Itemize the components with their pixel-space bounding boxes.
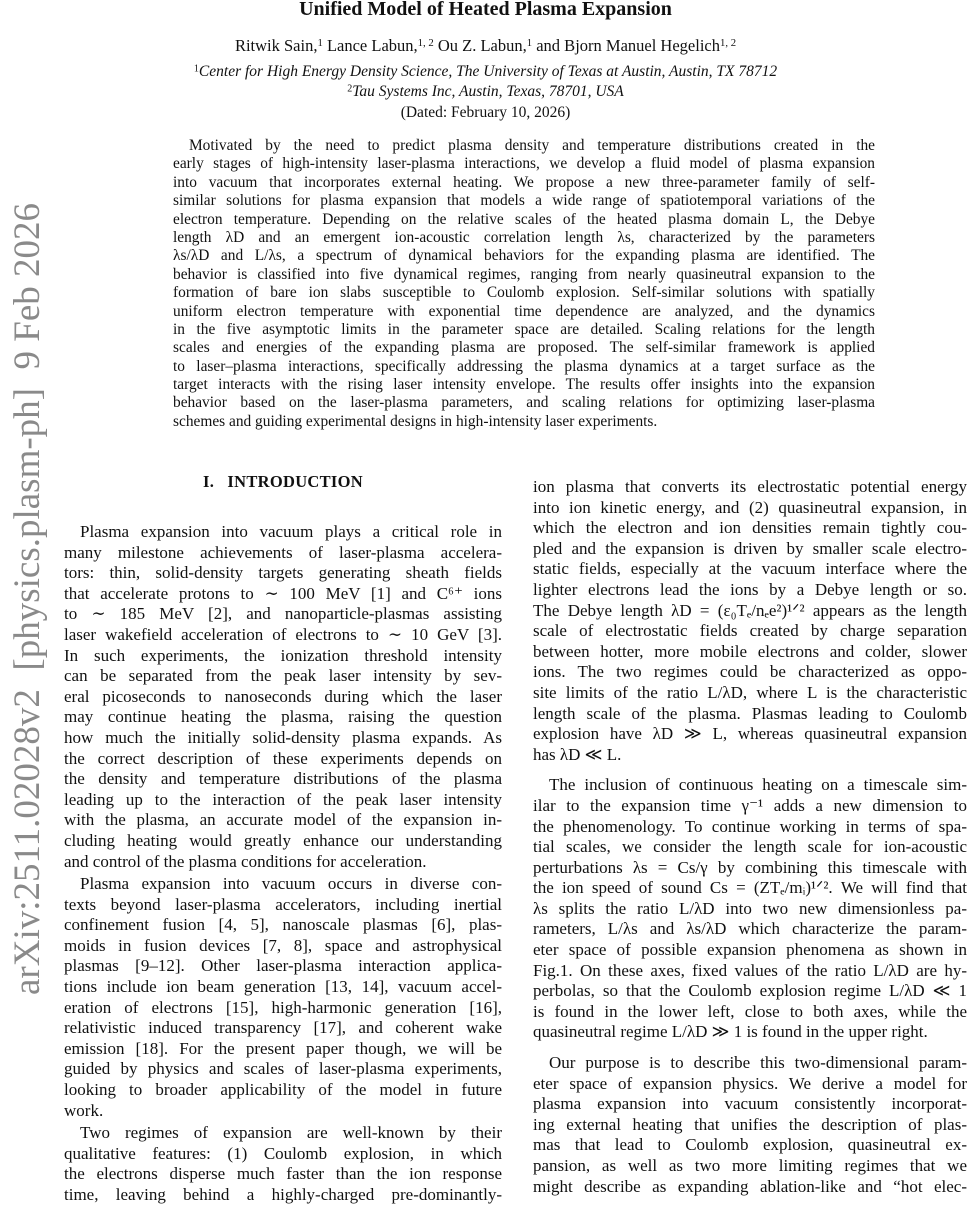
text-line: scale of electrostatic fields created by charge separation bbox=[533, 621, 967, 641]
text-line: length scale of the plasma. Plasmas leading to Coulomb bbox=[533, 703, 967, 723]
text-line: plasma expansion into vacuum consistently incorporat- bbox=[533, 1094, 967, 1114]
text-line: eter space of expansion physics. We derive a model for bbox=[533, 1073, 967, 1093]
text-line: lighter electrons lead the ions by a Debye length or so. bbox=[533, 579, 967, 599]
text-line: ilar to the expansion time γ⁻¹ adds a new dimension to bbox=[533, 795, 967, 815]
text-line: static fields, especially at the vacuum interface where the bbox=[533, 559, 967, 579]
text-line: The Debye length λD = (ε₀Tₑ/nₑe²)¹ᐟ² appears as the length bbox=[533, 600, 967, 620]
text-line: λs splits the ratio L/λD into two new dimensionless pa- bbox=[533, 898, 967, 918]
arxiv-identifier-stamp: arXiv:2511.02028v2 [physics.plasm-ph] 9 Feb 2026 bbox=[7, 203, 48, 995]
text-line: electron temperature. Depending on the relative scales of the heated plasma domain L, the Debye bbox=[173, 210, 875, 228]
paragraph bbox=[533, 477, 967, 765]
text-line: the density and temperature distributions of the plasma bbox=[64, 769, 502, 789]
text-line: plasmas [9–12]. Other laser-plasma interaction applica- bbox=[64, 956, 502, 976]
text-line: Two regimes of expansion are well-known by their bbox=[80, 1123, 502, 1143]
author-list bbox=[0, 36, 971, 56]
text-line: laser wakefield acceleration of electrons to ∼ 10 GeV [3]. bbox=[64, 624, 502, 644]
text-line: has λD ≪ L. bbox=[533, 744, 622, 764]
text-line: emission [18]. For the present paper though, we will be bbox=[64, 1038, 502, 1058]
right-column bbox=[533, 477, 967, 1207]
affiliation: $^2$Tau Systems Inc, Austin, Texas, 78701, USA bbox=[347, 83, 624, 100]
text-line: eration of electrons [15], high-harmonic generation [16], bbox=[64, 997, 502, 1017]
text-line: can be separated from the peak laser intensity by sev- bbox=[64, 666, 502, 686]
text-line: The inclusion of continuous heating on a timescale sim- bbox=[549, 775, 967, 795]
text-line: into ion kinetic energy, and (2) quasineutral expansion, in bbox=[533, 497, 967, 517]
text-line: is found in the lower left, close to both axes, while the bbox=[533, 1001, 967, 1021]
paragraph bbox=[533, 775, 967, 1043]
text-line: λs/λD and L/λs, a spectrum of dynamical behaviors for the expanding plasma are identified. The bbox=[173, 247, 875, 265]
abstract bbox=[173, 137, 875, 433]
text-line: early stages of high-intensity laser-plasma interactions, we develop a fluid model of plasma expansion bbox=[173, 155, 875, 173]
text-line: Motivated by the need to predict plasma density and temperature distributions created in the bbox=[189, 137, 875, 154]
text-line: uniform electron temperature with exponential time dependence are analyzed, and the dynamics bbox=[173, 302, 875, 320]
text-line: time, leaving behind a highly-charged pre-dominantly- bbox=[64, 1185, 502, 1204]
left-column bbox=[64, 522, 502, 1208]
text-line: In such experiments, the ionization threshold intensity bbox=[64, 645, 502, 665]
text-line: tors: thin, solid-density targets generating sheath fields bbox=[64, 563, 502, 583]
text-line: tial scales, we consider the length scale for ion-acoustic bbox=[533, 837, 967, 857]
paragraph bbox=[64, 874, 502, 1121]
text-line: in the five asymptotic limits in the parameter space are detailed. Scaling relations for the length bbox=[173, 320, 875, 338]
text-line: eral picoseconds to nanoseconds during which the laser bbox=[64, 686, 502, 706]
text-line: mas that lead to Coulomb explosion, quasineutral ex- bbox=[533, 1135, 967, 1155]
text-line: may continue heating the plasma, raising the question bbox=[64, 707, 502, 727]
text-line: site limits of the ratio L/λD, where L is the characteristic bbox=[533, 682, 967, 702]
paragraph bbox=[173, 137, 875, 431]
text-line: pansion, as well as two more limiting regimes that we bbox=[533, 1156, 967, 1175]
text-line: perturbations λs = Cs/γ by combining this timescale with bbox=[533, 857, 967, 877]
paragraph bbox=[64, 1123, 502, 1205]
text-line: perbolas, so that the Coulomb explosion regime L/λD ≪ 1 bbox=[533, 981, 967, 1001]
text-line: leading up to the interaction of the peak laser intensity bbox=[64, 789, 502, 809]
text-line: with the plasma, an accurate model of the expansion in- bbox=[64, 810, 502, 830]
paper-title: Unified Model of Heated Plasma Expansion bbox=[299, 0, 672, 20]
text-line: ion plasma that converts its electrostatic potential energy bbox=[533, 477, 967, 496]
text-line: pled and the expansion is driven by smaller scale electro- bbox=[533, 538, 967, 558]
author: and Bjorn Manuel Hegelich$^{1, 2}$ bbox=[536, 36, 737, 55]
text-line: rameters, L/λs and λs/λD which characterize the param- bbox=[533, 919, 967, 939]
text-line: behavior is classified into five dynamical regimes, ranging from nearly quasineutral expansion to the bbox=[173, 265, 875, 283]
text-line: ing external heating that unifies the description of plas- bbox=[533, 1114, 967, 1134]
section-heading: I. INTRODUCTION bbox=[202, 472, 364, 491]
text-line: Plasma expansion into vacuum plays a critical role in bbox=[80, 522, 502, 541]
text-line: to laser–plasma interactions, specifically addressing the plasma dynamics at a target surface as the bbox=[173, 357, 875, 375]
text-line: behavior based on the laser-plasma parameters, and scaling relations for optimizing laser-plasma bbox=[173, 394, 875, 412]
text-line: between hotter, more mobile electrons and colder, slower bbox=[533, 641, 967, 661]
text-line: qualitative features: (1) Coulomb explosion, in which bbox=[64, 1143, 502, 1163]
text-line: that accelerate protons to ∼ 100 MeV [1] and C⁶⁺ ions bbox=[64, 583, 502, 603]
text-line: how much the initially solid-density plasma expands. As bbox=[64, 727, 502, 747]
text-line: eter space of possible expansion phenomena as shown in bbox=[533, 940, 967, 960]
text-line: the correct description of these experiments depends on bbox=[64, 748, 502, 768]
text-line: into vacuum that incorporates external heating. We propose a new three-parameter family of self- bbox=[173, 173, 875, 191]
text-line: the phenomenology. To continue working in terms of spa- bbox=[533, 816, 967, 836]
text-line: quasineutral regime L/λD ≫ 1 is found in the upper right. bbox=[533, 1022, 928, 1042]
paragraph bbox=[64, 522, 502, 872]
author: Ou Z. Labun,$^1$ bbox=[437, 36, 533, 55]
text-line: Our purpose is to describe this two-dimensional param- bbox=[549, 1053, 967, 1073]
text-line: explosion have λD ≫ L, whereas quasineutral expansion bbox=[533, 724, 967, 744]
text-line: length λD and an emergent ion-acoustic correlation length λs, characterized by the parameters bbox=[173, 228, 875, 246]
text-line: ions. The two regimes could be characterized as oppo- bbox=[533, 662, 967, 682]
text-line: similar solutions for plasma expansion that models a wide range of spatiotemporal variations of the bbox=[173, 192, 875, 210]
paragraph bbox=[533, 1053, 967, 1197]
text-line: scales and energies of the expanding plasma are proposed. The self-similar framework is applied bbox=[173, 339, 875, 357]
text-line: many milestone achievements of laser-plasma accelera- bbox=[64, 542, 502, 562]
text-line: confinement fusion [4, 5], nanoscale plasmas [6], plas- bbox=[64, 915, 502, 935]
text-line: the electrons disperse much faster than the ion response bbox=[64, 1164, 502, 1184]
text-line: relativistic induced transparency [17], and coherent wake bbox=[64, 1018, 502, 1038]
affiliation: $^1$Center for High Energy Density Science, The University of Texas at Austin, Austin, TX 78712 bbox=[193, 63, 778, 80]
text-line: schemes and guiding experimental designs in high-intensity laser experiments. bbox=[173, 412, 658, 430]
text-line: texts beyond laser-plasma accelerators, including inertial bbox=[64, 894, 502, 914]
text-line: tions include ion beam generation [13, 14], vacuum accel- bbox=[64, 977, 502, 997]
text-line: moids in fusion devices [7, 8], space and astrophysical bbox=[64, 935, 502, 955]
date-line: (Dated: February 10, 2026) bbox=[400, 104, 571, 121]
text-line: to ∼ 185 MeV [2], and nanoparticle-plasmas assisting bbox=[64, 604, 502, 624]
text-line: the ion speed of sound Cs = (ZTₑ/mᵢ)¹ᐟ². We will find that bbox=[533, 878, 967, 898]
text-line: which the electron and ion densities remain tightly cou- bbox=[533, 518, 967, 538]
text-line: and control of the plasma conditions for acceleration. bbox=[64, 851, 427, 871]
author: Lance Labun,$^{1, 2}$ bbox=[326, 36, 434, 55]
text-line: target interacts with the rising laser intensity envelope. The results offer insights into the expansion bbox=[173, 376, 875, 394]
text-line: looking to broader applicability of the model in future bbox=[64, 1080, 502, 1100]
text-line: work. bbox=[64, 1100, 104, 1120]
text-line: cluding heating would greatly enhance our understanding bbox=[64, 830, 502, 850]
author: Ritwik Sain,$^1$ bbox=[234, 36, 323, 55]
text-line: formation of bare ion slabs susceptible to Coulomb explosion. Self-similar solutions with spatially bbox=[173, 284, 875, 302]
text-line: Fig.1. On these axes, fixed values of the ratio L/λD are hy- bbox=[533, 960, 967, 980]
text-line: guided by physics and scales of laser-plasma experiments, bbox=[64, 1059, 502, 1079]
text-line: Plasma expansion into vacuum occurs in diverse con- bbox=[80, 874, 502, 894]
text-line: might describe as expanding ablation-like and “hot elec- bbox=[533, 1176, 967, 1196]
